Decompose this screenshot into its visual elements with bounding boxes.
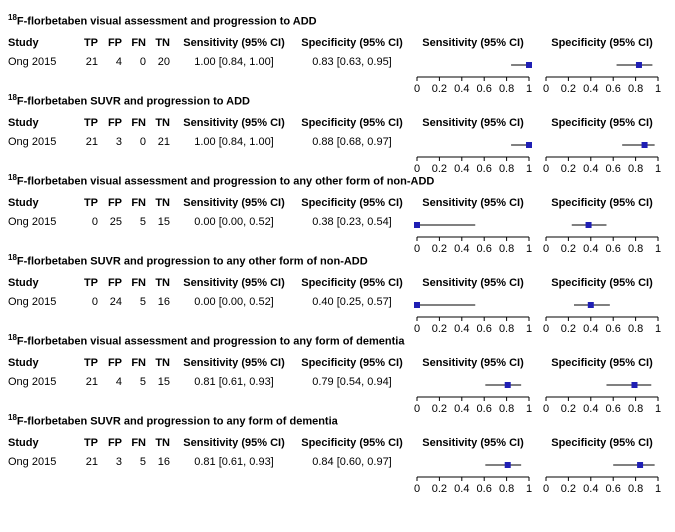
cell-study: Ong 2015 xyxy=(8,216,57,228)
sensitivity-plot-tick-label: 0.6 xyxy=(476,163,492,175)
sensitivity-plot-tick-label: 0.4 xyxy=(454,483,470,495)
forest-plot-svg xyxy=(0,330,675,415)
cell-fp: 25 xyxy=(109,216,122,228)
cell-sensitivity-ci: 0.00 [0.00, 0.52] xyxy=(194,296,274,308)
sensitivity-plot-tick-label: 0.6 xyxy=(476,83,492,95)
cell-study: Ong 2015 xyxy=(8,56,57,68)
column-header-fp: FP xyxy=(107,357,122,369)
sensitivity-plot-tick-label: 0.8 xyxy=(498,403,515,415)
specificity-plot-tick-label: 0.4 xyxy=(583,403,599,415)
title-text: F-florbetaben visual assessment and progression to any other form of non-ADD xyxy=(16,175,435,188)
specificity-plot-tick-label: 0.6 xyxy=(605,243,621,255)
column-header-specificity-ci: Specificity (95% CI) xyxy=(301,357,403,369)
column-header-tn: TN xyxy=(155,357,170,369)
sensitivity-plot-point-marker xyxy=(414,302,420,308)
specificity-plot-tick-label: 0.8 xyxy=(627,243,644,255)
specificity-plot-header: Specificity (95% CI) xyxy=(551,277,653,289)
sensitivity-plot-tick-label: 0.2 xyxy=(431,243,448,255)
title-superscript: 18 xyxy=(8,13,17,22)
specificity-plot-tick-label: 0 xyxy=(542,243,550,255)
column-header-fn: FN xyxy=(131,277,146,289)
cell-study: Ong 2015 xyxy=(8,376,57,388)
sensitivity-plot-tick-label: 0.2 xyxy=(431,83,448,95)
specificity-plot-tick-label: 1 xyxy=(654,163,662,175)
column-header-fn: FN xyxy=(131,117,146,129)
column-header-sensitivity-ci: Sensitivity (95% CI) xyxy=(183,37,285,49)
column-header-tp: TP xyxy=(83,437,98,449)
cell-sensitivity-ci: 0.81 [0.61, 0.93] xyxy=(194,376,274,388)
cell-tp: 0 xyxy=(91,216,98,228)
column-header-fp: FP xyxy=(107,277,122,289)
specificity-plot-tick-label: 1 xyxy=(654,323,662,335)
specificity-plot-tick-label: 0.6 xyxy=(605,83,621,95)
title-superscript: 18 xyxy=(8,333,17,342)
sensitivity-plot-tick-label: 1 xyxy=(525,83,533,95)
sensitivity-plot-tick-label: 1 xyxy=(525,323,533,335)
cell-specificity-ci: 0.38 [0.23, 0.54] xyxy=(312,216,392,228)
specificity-plot-tick-label: 1 xyxy=(654,243,662,255)
column-header-fp: FP xyxy=(107,117,122,129)
sensitivity-plot-header: Sensitivity (95% CI) xyxy=(422,277,524,289)
cell-tp: 21 xyxy=(85,376,98,388)
column-header-fn: FN xyxy=(131,197,146,209)
specificity-plot-tick-label: 1 xyxy=(654,483,662,495)
title-text: F-florbetaben visual assessment and progression to ADD xyxy=(16,15,317,28)
column-header-study: Study xyxy=(8,277,39,289)
specificity-plot-tick-label: 0.2 xyxy=(560,483,577,495)
forest-panel xyxy=(0,90,675,175)
column-header-sensitivity-ci: Sensitivity (95% CI) xyxy=(183,117,285,129)
column-header-tn: TN xyxy=(155,117,170,129)
cell-specificity-ci: 0.79 [0.54, 0.94] xyxy=(312,376,392,388)
column-header-tn: TN xyxy=(155,277,170,289)
specificity-plot-tick-label: 0.2 xyxy=(560,243,577,255)
specificity-plot-point-marker xyxy=(631,382,637,388)
specificity-plot-header: Specificity (95% CI) xyxy=(551,37,653,49)
specificity-plot-point-marker xyxy=(642,142,648,148)
sensitivity-plot-header: Sensitivity (95% CI) xyxy=(422,197,524,209)
sensitivity-plot-tick-label: 0.2 xyxy=(431,403,448,415)
specificity-plot-header: Specificity (95% CI) xyxy=(551,197,653,209)
cell-tp: 21 xyxy=(85,456,98,468)
title-superscript: 18 xyxy=(8,173,17,182)
sensitivity-plot-tick-label: 0 xyxy=(413,483,421,495)
sensitivity-plot-tick-label: 0.4 xyxy=(454,243,470,255)
column-header-tp: TP xyxy=(83,277,98,289)
sensitivity-plot-tick-label: 1 xyxy=(525,483,533,495)
sensitivity-plot-header: Sensitivity (95% CI) xyxy=(422,357,524,369)
forest-plot-svg xyxy=(0,170,675,255)
column-header-tn: TN xyxy=(155,37,170,49)
sensitivity-plot-tick-label: 0.4 xyxy=(454,163,470,175)
cell-specificity-ci: 0.84 [0.60, 0.97] xyxy=(312,456,392,468)
cell-sensitivity-ci: 0.81 [0.61, 0.93] xyxy=(194,456,274,468)
specificity-plot-tick-label: 0.8 xyxy=(627,163,644,175)
cell-sensitivity-ci: 1.00 [0.84, 1.00] xyxy=(194,136,274,148)
forest-panel xyxy=(0,250,675,335)
column-header-specificity-ci: Specificity (95% CI) xyxy=(301,277,403,289)
column-header-specificity-ci: Specificity (95% CI) xyxy=(301,437,403,449)
cell-study: Ong 2015 xyxy=(8,296,57,308)
sensitivity-plot-tick-label: 1 xyxy=(525,403,533,415)
cell-fn: 5 xyxy=(139,376,146,388)
specificity-plot-tick-label: 0 xyxy=(542,403,550,415)
column-header-study: Study xyxy=(8,357,39,369)
specificity-plot-tick-label: 0.6 xyxy=(605,323,621,335)
column-header-fp: FP xyxy=(107,437,122,449)
cell-specificity-ci: 0.40 [0.25, 0.57] xyxy=(312,296,392,308)
column-header-tn: TN xyxy=(155,437,170,449)
column-header-study: Study xyxy=(8,37,39,49)
column-header-fn: FN xyxy=(131,437,146,449)
specificity-plot-tick-label: 0.2 xyxy=(560,323,577,335)
column-header-tp: TP xyxy=(83,197,98,209)
specificity-plot-tick-label: 0.4 xyxy=(583,323,599,335)
specificity-plot-point-marker xyxy=(637,462,643,468)
cell-tn: 15 xyxy=(157,216,170,228)
column-header-sensitivity-ci: Sensitivity (95% CI) xyxy=(183,197,285,209)
title-superscript: 18 xyxy=(8,413,17,422)
forest-plot-svg xyxy=(0,410,675,495)
cell-fp: 4 xyxy=(115,376,122,388)
column-header-sensitivity-ci: Sensitivity (95% CI) xyxy=(183,277,285,289)
specificity-plot-tick-label: 0.8 xyxy=(627,483,644,495)
sensitivity-plot-point-marker xyxy=(526,62,532,68)
cell-tp: 0 xyxy=(91,296,98,308)
sensitivity-plot-header: Sensitivity (95% CI) xyxy=(422,37,524,49)
sensitivity-plot-tick-label: 0.6 xyxy=(476,483,492,495)
title-superscript: 18 xyxy=(8,93,17,102)
cell-tn: 16 xyxy=(157,296,170,308)
cell-specificity-ci: 0.83 [0.63, 0.95] xyxy=(312,56,392,68)
forest-panel xyxy=(0,330,675,415)
specificity-plot-tick-label: 0 xyxy=(542,323,550,335)
specificity-plot-tick-label: 0.4 xyxy=(583,83,599,95)
column-header-sensitivity-ci: Sensitivity (95% CI) xyxy=(183,437,285,449)
sensitivity-plot-tick-label: 0 xyxy=(413,243,421,255)
sensitivity-plot-tick-label: 0 xyxy=(413,403,421,415)
specificity-plot-tick-label: 0.6 xyxy=(605,163,621,175)
cell-tn: 16 xyxy=(157,456,170,468)
cell-tn: 20 xyxy=(157,56,170,68)
sensitivity-plot-tick-label: 0.6 xyxy=(476,323,492,335)
specificity-plot-tick-label: 0.6 xyxy=(605,483,621,495)
cell-study: Ong 2015 xyxy=(8,456,57,468)
cell-fp: 3 xyxy=(115,456,122,468)
column-header-tn: TN xyxy=(155,197,170,209)
specificity-plot-point-marker xyxy=(586,222,592,228)
specificity-plot-point-marker xyxy=(636,62,642,68)
title-superscript: 18 xyxy=(8,253,17,262)
cell-specificity-ci: 0.88 [0.68, 0.97] xyxy=(312,136,392,148)
column-header-specificity-ci: Specificity (95% CI) xyxy=(301,197,403,209)
cell-fp: 4 xyxy=(115,56,122,68)
cell-fn: 0 xyxy=(139,136,146,148)
cell-tn: 15 xyxy=(157,376,170,388)
specificity-plot-tick-label: 0.4 xyxy=(583,483,599,495)
cell-fn: 5 xyxy=(139,456,146,468)
forest-plot-svg xyxy=(0,10,675,95)
column-header-study: Study xyxy=(8,117,39,129)
column-header-specificity-ci: Specificity (95% CI) xyxy=(301,37,403,49)
sensitivity-plot-tick-label: 0.6 xyxy=(476,403,492,415)
sensitivity-plot-header: Sensitivity (95% CI) xyxy=(422,437,524,449)
sensitivity-plot-tick-label: 0 xyxy=(413,163,421,175)
sensitivity-plot-tick-label: 0.4 xyxy=(454,323,470,335)
forest-plot-svg xyxy=(0,250,675,335)
specificity-plot-tick-label: 0.2 xyxy=(560,163,577,175)
cell-sensitivity-ci: 1.00 [0.84, 1.00] xyxy=(194,56,274,68)
column-header-tp: TP xyxy=(83,117,98,129)
sensitivity-plot-point-marker xyxy=(505,382,511,388)
sensitivity-plot-tick-label: 1 xyxy=(525,243,533,255)
cell-tp: 21 xyxy=(85,136,98,148)
forest-panel xyxy=(0,410,675,495)
cell-study: Ong 2015 xyxy=(8,136,57,148)
specificity-plot-tick-label: 0.8 xyxy=(627,83,644,95)
sensitivity-plot-tick-label: 0.6 xyxy=(476,243,492,255)
specificity-plot-tick-label: 0.8 xyxy=(627,403,644,415)
column-header-fn: FN xyxy=(131,37,146,49)
specificity-plot-tick-label: 0.4 xyxy=(583,163,599,175)
forest-panel xyxy=(0,170,675,255)
cell-tp: 21 xyxy=(85,56,98,68)
title-text: F-florbetaben SUVR and progression to ADD xyxy=(16,95,250,108)
column-header-fp: FP xyxy=(107,197,122,209)
specificity-plot-point-marker xyxy=(588,302,594,308)
specificity-plot-tick-label: 0.4 xyxy=(583,243,599,255)
title-text: F-florbetaben visual assessment and progression to any form of dementia xyxy=(16,335,405,348)
cell-tn: 21 xyxy=(157,136,170,148)
specificity-plot-header: Specificity (95% CI) xyxy=(551,117,653,129)
sensitivity-plot-tick-label: 0.8 xyxy=(498,483,515,495)
specificity-plot-tick-label: 0.2 xyxy=(560,83,577,95)
sensitivity-plot-tick-label: 0.8 xyxy=(498,83,515,95)
sensitivity-plot-header: Sensitivity (95% CI) xyxy=(422,117,524,129)
column-header-fp: FP xyxy=(107,37,122,49)
sensitivity-plot-tick-label: 1 xyxy=(525,163,533,175)
cell-sensitivity-ci: 0.00 [0.00, 0.52] xyxy=(194,216,274,228)
sensitivity-plot-tick-label: 0.4 xyxy=(454,403,470,415)
specificity-plot-header: Specificity (95% CI) xyxy=(551,437,653,449)
forest-plot-svg xyxy=(0,90,675,175)
sensitivity-plot-tick-label: 0.4 xyxy=(454,83,470,95)
sensitivity-plot-tick-label: 0.8 xyxy=(498,323,515,335)
cell-fp: 3 xyxy=(115,136,122,148)
sensitivity-plot-tick-label: 0.2 xyxy=(431,163,448,175)
sensitivity-plot-point-marker xyxy=(414,222,420,228)
column-header-fn: FN xyxy=(131,357,146,369)
column-header-study: Study xyxy=(8,437,39,449)
column-header-tp: TP xyxy=(83,37,98,49)
sensitivity-plot-tick-label: 0.8 xyxy=(498,243,515,255)
cell-fn: 0 xyxy=(139,56,146,68)
sensitivity-plot-point-marker xyxy=(505,462,511,468)
forest-panel xyxy=(0,10,675,95)
specificity-plot-tick-label: 0 xyxy=(542,163,550,175)
specificity-plot-tick-label: 0.6 xyxy=(605,403,621,415)
cell-fn: 5 xyxy=(139,216,146,228)
sensitivity-plot-tick-label: 0 xyxy=(413,83,421,95)
cell-fn: 5 xyxy=(139,296,146,308)
sensitivity-plot-tick-label: 0.2 xyxy=(431,323,448,335)
sensitivity-plot-tick-label: 0.8 xyxy=(498,163,515,175)
specificity-plot-tick-label: 1 xyxy=(654,403,662,415)
specificity-plot-tick-label: 0.8 xyxy=(627,323,644,335)
sensitivity-plot-tick-label: 0 xyxy=(413,323,421,335)
specificity-plot-tick-label: 0.2 xyxy=(560,403,577,415)
title-text: F-florbetaben SUVR and progression to any form of dementia xyxy=(16,415,338,428)
specificity-plot-tick-label: 1 xyxy=(654,83,662,95)
column-header-tp: TP xyxy=(83,357,98,369)
cell-fp: 24 xyxy=(109,296,122,308)
column-header-sensitivity-ci: Sensitivity (95% CI) xyxy=(183,357,285,369)
specificity-plot-header: Specificity (95% CI) xyxy=(551,357,653,369)
sensitivity-plot-point-marker xyxy=(526,142,532,148)
specificity-plot-tick-label: 0 xyxy=(542,83,550,95)
title-text: F-florbetaben SUVR and progression to any other form of non-ADD xyxy=(16,255,368,268)
column-header-specificity-ci: Specificity (95% CI) xyxy=(301,117,403,129)
specificity-plot-tick-label: 0 xyxy=(542,483,550,495)
sensitivity-plot-tick-label: 0.2 xyxy=(431,483,448,495)
column-header-study: Study xyxy=(8,197,39,209)
